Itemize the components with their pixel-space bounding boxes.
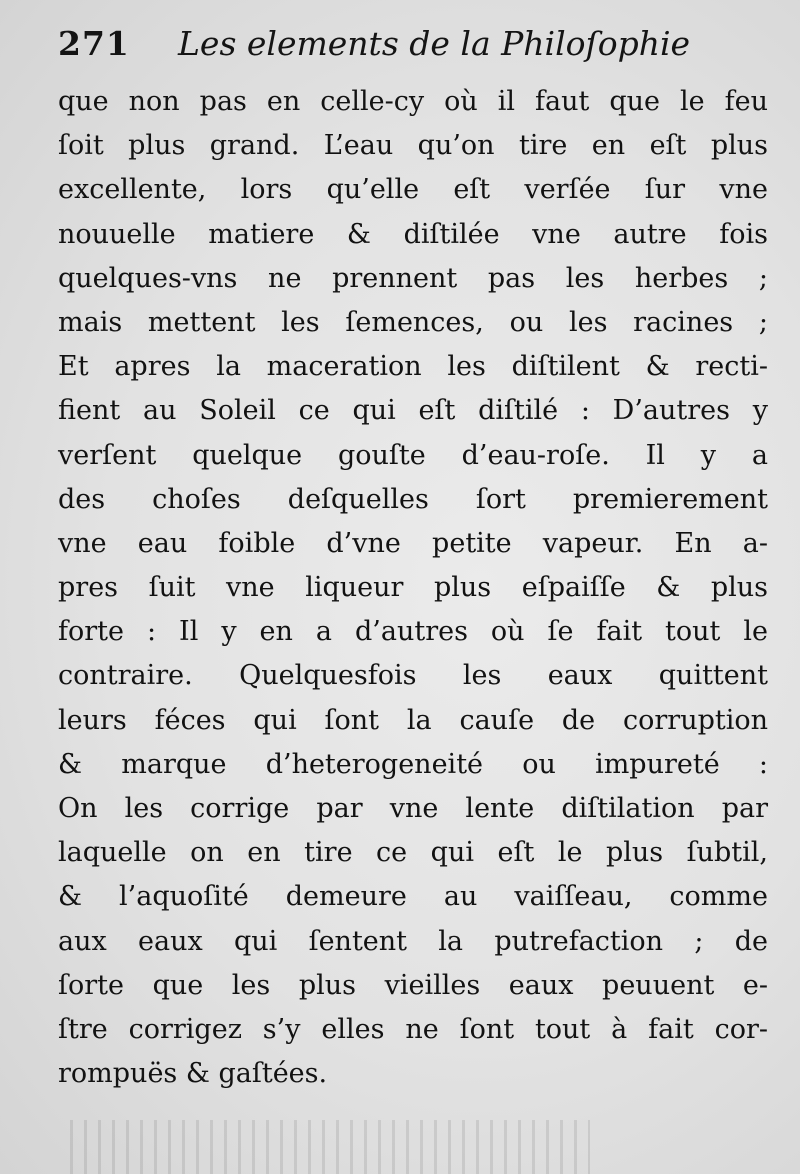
text-line: vne eau foible d’vne petite vapeur. En a-: [58, 527, 768, 559]
text-line: aux eaux qui ſentent la putrefaction ; de: [58, 925, 768, 957]
text-line: On les corrige par vne lente diſtilation par: [58, 793, 768, 824]
text-line: des choſes deſquelles ſort premierement: [58, 483, 768, 515]
text-line: ſoit plus grand. L’eau qu’on tire en eſt plus: [58, 130, 768, 162]
text-line: & l’aquoſité demeure au vaiſſeau, comme: [58, 881, 768, 913]
text-line: Et apres la maceration les diſtilent & recti-: [58, 351, 768, 383]
text-line: excellente, lors qu’elle eſt verſée ſur vne: [58, 174, 768, 206]
text-line: mais mettent les ſemences, ou les racines ;: [58, 306, 768, 338]
text-line: forte : Il y en a d’autres où ſe fait tout le: [58, 616, 768, 648]
running-title: Les elements de la Philoſophie: [178, 24, 691, 63]
text-line: verſent quelque gouſte d’eau-roſe. Il y a: [58, 439, 768, 471]
text-line: ſtre corrigez s’y elles ne ſont tout à fait cor-: [58, 1013, 768, 1045]
text-line: fient au Soleil ce qui eſt diſtilé : D’autres y: [58, 395, 768, 427]
text-line: ſorte que les plus vieilles eaux peuuent e-: [58, 969, 768, 1001]
show-through-text: [70, 1120, 590, 1174]
page-number: 271: [58, 24, 130, 63]
text-line: & marque d’heterogeneité ou impureté :: [58, 748, 768, 780]
body-text: [58, 80, 768, 1096]
text-line: quelques-vns ne prennent pas les herbes ;: [58, 262, 768, 294]
text-line: que non pas en celle-cy où il faut que le feu: [58, 86, 768, 117]
text-line: laquelle on en tire ce qui eſt le plus ſubtil,: [58, 837, 768, 869]
text-line: pres ſuit vne liqueur plus eſpaiſſe & plus: [58, 572, 768, 604]
text-line: rompuës & gaſtées.: [58, 1058, 328, 1090]
text-line: contraire. Quelquesfois les eaux quittent: [58, 660, 768, 692]
text-line: leurs féces qui ſont la cauſe de corruption: [58, 704, 768, 736]
text-line: nouuelle matiere & diſtilée vne autre fois: [58, 218, 768, 250]
running-head: [58, 18, 758, 68]
